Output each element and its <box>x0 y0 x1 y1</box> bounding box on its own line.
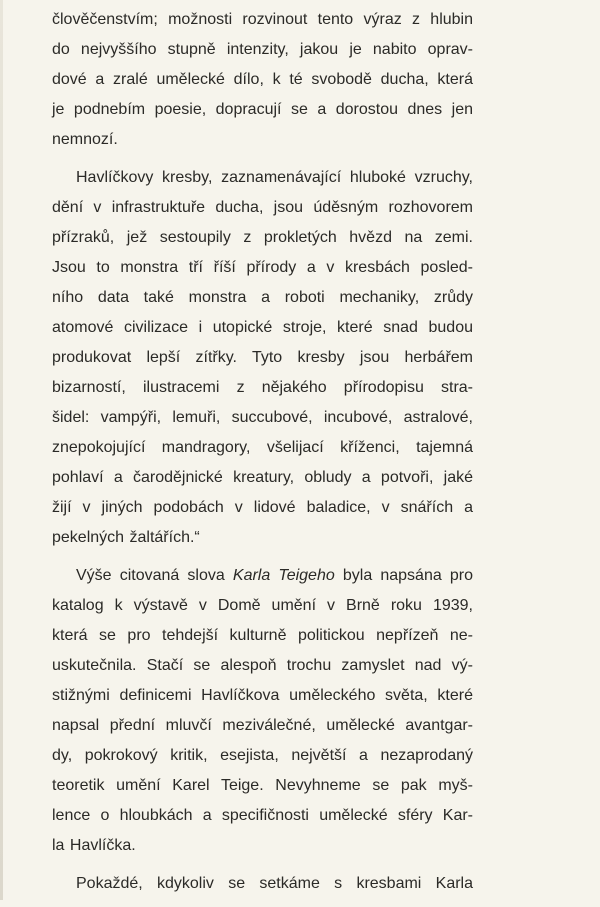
text-line: nemnozí. <box>52 131 118 148</box>
text-line: teoretik umění Karel Teige. Nevyhneme se pak myš- <box>52 777 473 794</box>
text-line: stižnými definicemi Havlíčkova uměleckého světa, které <box>52 687 473 704</box>
page-edge <box>0 0 3 900</box>
text-line: katalog k výstavě v Domě umění v Brně roku 1939, <box>52 597 473 614</box>
text-line: Havlíčkovy kresby, zaznamenávající hluboké vzruchy, <box>76 169 473 186</box>
text-line: Pokaždé, kdykoliv se setkáme s kresbami Karla <box>76 875 473 892</box>
text-line <box>52 561 473 591</box>
text-line: bizarností, ilustracemi z nějakého přírodopisu stra- <box>52 379 473 396</box>
body-text <box>52 5 473 907</box>
paragraph-3 <box>52 561 473 861</box>
text-line: lence o hloubkách a specifičnosti umělecké sféry Kar- <box>52 807 473 824</box>
text-line: dové a zralé umělecké dílo, k té svobodě ducha, která <box>52 71 473 88</box>
text-line: pekelných žaltářích.“ <box>52 529 200 546</box>
paragraph-4 <box>52 869 473 899</box>
text-line: je podnebím poesie, dopracují se a dorostou dnes jen <box>52 101 473 118</box>
text-line: člověčenstvím; možnosti rozvinout tento výraz z hlubin <box>52 11 473 28</box>
text-line: la Havlíčka. <box>52 837 136 854</box>
text-line: ního data také monstra a roboti mechaniky, zrůdy <box>52 289 473 306</box>
text-line: žijí v jiných podobách v lidové baladice, v snářích a <box>52 499 473 516</box>
text-run: Výše citovaná slova <box>76 567 233 584</box>
text-line: dění v infrastruktuře ducha, jsou úděsným rozhovorem <box>52 199 473 216</box>
text-run: byla napsána pro <box>334 567 474 584</box>
text-line: Jsou to monstra tří říší přírody a v kresbách posled- <box>52 259 473 276</box>
text-line: produkovat lepší zítřky. Tyto kresby jsou herbářem <box>52 349 473 366</box>
text-line: do nejvyššího stupně intenzity, jakou je nabito oprav- <box>52 41 473 58</box>
text-line: uskutečnila. Stačí se alespoň trochu zamyslet nad vý- <box>52 657 473 674</box>
author-name-italic: Karla Teigeho <box>232 567 335 584</box>
text-line: přízraků, jež sestoupily z prokletých hvězd na zemi. <box>52 229 473 246</box>
paragraph-2 <box>52 163 473 553</box>
text-line: znepokojující mandragory, všelijací kříženci, tajemná <box>52 439 473 456</box>
text-line: šidel: vampýři, lemuři, succubové, incubové, astralové, <box>52 409 473 426</box>
text-line: pohlaví a čarodějnické kreatury, obludy a potvoři, jaké <box>52 469 473 486</box>
text-line: dy, pokrokový kritik, esejista, největší a nezaprodaný <box>52 747 473 764</box>
text-line: napsal přední mluvčí meziválečné, umělecké avantgar- <box>52 717 473 734</box>
text-line: atomové civilizace i utopické stroje, které snad budou <box>52 319 473 336</box>
text-line: která se pro tehdejší kulturně politickou nepřízeň ne- <box>52 627 473 644</box>
paragraph-1 <box>52 5 473 155</box>
